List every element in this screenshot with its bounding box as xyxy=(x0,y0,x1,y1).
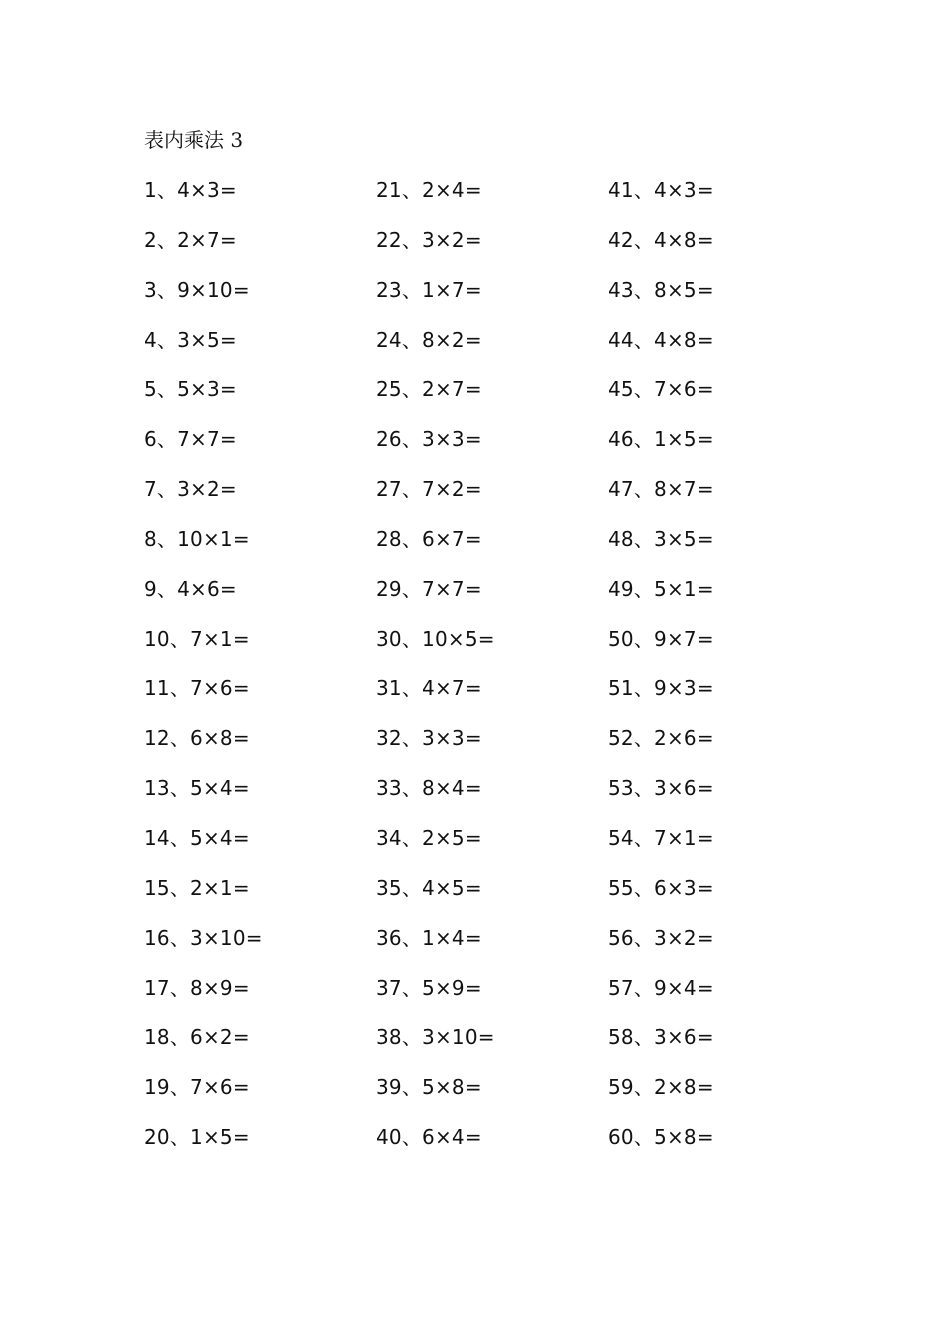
problem-42: 42、4×8= xyxy=(608,227,714,252)
problem-25: 25、2×7= xyxy=(376,377,482,402)
problem-1: 1、4×3= xyxy=(144,178,237,202)
problem-32: 32、3×3= xyxy=(376,726,482,751)
problem-49: 49、5×1= xyxy=(608,576,714,601)
problem-9: 9、4×6= xyxy=(144,576,237,601)
problem-grid xyxy=(144,176,864,1173)
problem-27: 27、7×2= xyxy=(376,477,482,502)
problem-50: 50、9×7= xyxy=(608,626,714,651)
problem-60: 60、5×8= xyxy=(608,1125,714,1150)
problem-12: 12、6×8= xyxy=(144,726,250,751)
worksheet-title: 表内乘法 3 xyxy=(144,128,244,152)
problem-30: 30、10×5= xyxy=(376,626,495,651)
problem-53: 53、3×6= xyxy=(608,776,714,801)
problem-2: 2、2×7= xyxy=(144,227,237,252)
problem-10: 10、7×1= xyxy=(144,626,250,651)
problem-23: 23、1×7= xyxy=(376,277,482,302)
problem-31: 31、4×7= xyxy=(376,676,482,701)
problem-26: 26、3×3= xyxy=(376,427,482,452)
problem-57: 57、9×4= xyxy=(608,975,714,1000)
problem-5: 5、5×3= xyxy=(144,377,237,402)
problem-39: 39、5×8= xyxy=(376,1075,482,1100)
problem-40: 40、6×4= xyxy=(376,1125,482,1150)
problem-43: 43、8×5= xyxy=(608,277,714,302)
problem-48: 48、3×5= xyxy=(608,526,714,551)
problem-29: 29、7×7= xyxy=(376,576,482,601)
problem-41: 41、4×3= xyxy=(608,178,714,202)
problem-17: 17、8×9= xyxy=(144,975,250,1000)
problem-4: 4、3×5= xyxy=(144,327,237,352)
problem-44: 44、4×8= xyxy=(608,327,714,352)
problem-15: 15、2×1= xyxy=(144,875,250,900)
problem-20: 20、1×5= xyxy=(144,1125,250,1150)
problem-34: 34、2×5= xyxy=(376,825,482,850)
problem-51: 51、9×3= xyxy=(608,676,714,701)
problem-54: 54、7×1= xyxy=(608,825,714,850)
problem-18: 18、6×2= xyxy=(144,1025,250,1050)
problem-56: 56、3×2= xyxy=(608,925,714,950)
problem-28: 28、6×7= xyxy=(376,526,482,551)
problem-21: 21、2×4= xyxy=(376,178,482,202)
problem-46: 46、1×5= xyxy=(608,427,714,452)
problem-8: 8、10×1= xyxy=(144,526,250,551)
problem-6: 6、7×7= xyxy=(144,427,237,452)
problem-59: 59、2×8= xyxy=(608,1075,714,1100)
problem-38: 38、3×10= xyxy=(376,1025,495,1050)
problem-33: 33、8×4= xyxy=(376,776,482,801)
problem-3: 3、9×10= xyxy=(144,277,250,302)
problem-35: 35、4×5= xyxy=(376,875,482,900)
problem-19: 19、7×6= xyxy=(144,1075,250,1100)
problem-55: 55、6×3= xyxy=(608,875,714,900)
problem-58: 58、3×6= xyxy=(608,1025,714,1050)
problem-45: 45、7×6= xyxy=(608,377,714,402)
problem-22: 22、3×2= xyxy=(376,227,482,252)
problem-37: 37、5×9= xyxy=(376,975,482,1000)
problem-11: 11、7×6= xyxy=(144,676,250,701)
problem-13: 13、5×4= xyxy=(144,776,250,801)
problem-7: 7、3×2= xyxy=(144,477,237,502)
problem-14: 14、5×4= xyxy=(144,825,250,850)
problem-36: 36、1×4= xyxy=(376,925,482,950)
problem-47: 47、8×7= xyxy=(608,477,714,502)
problem-52: 52、2×6= xyxy=(608,726,714,751)
problem-16: 16、3×10= xyxy=(144,925,263,950)
problem-24: 24、8×2= xyxy=(376,327,482,352)
